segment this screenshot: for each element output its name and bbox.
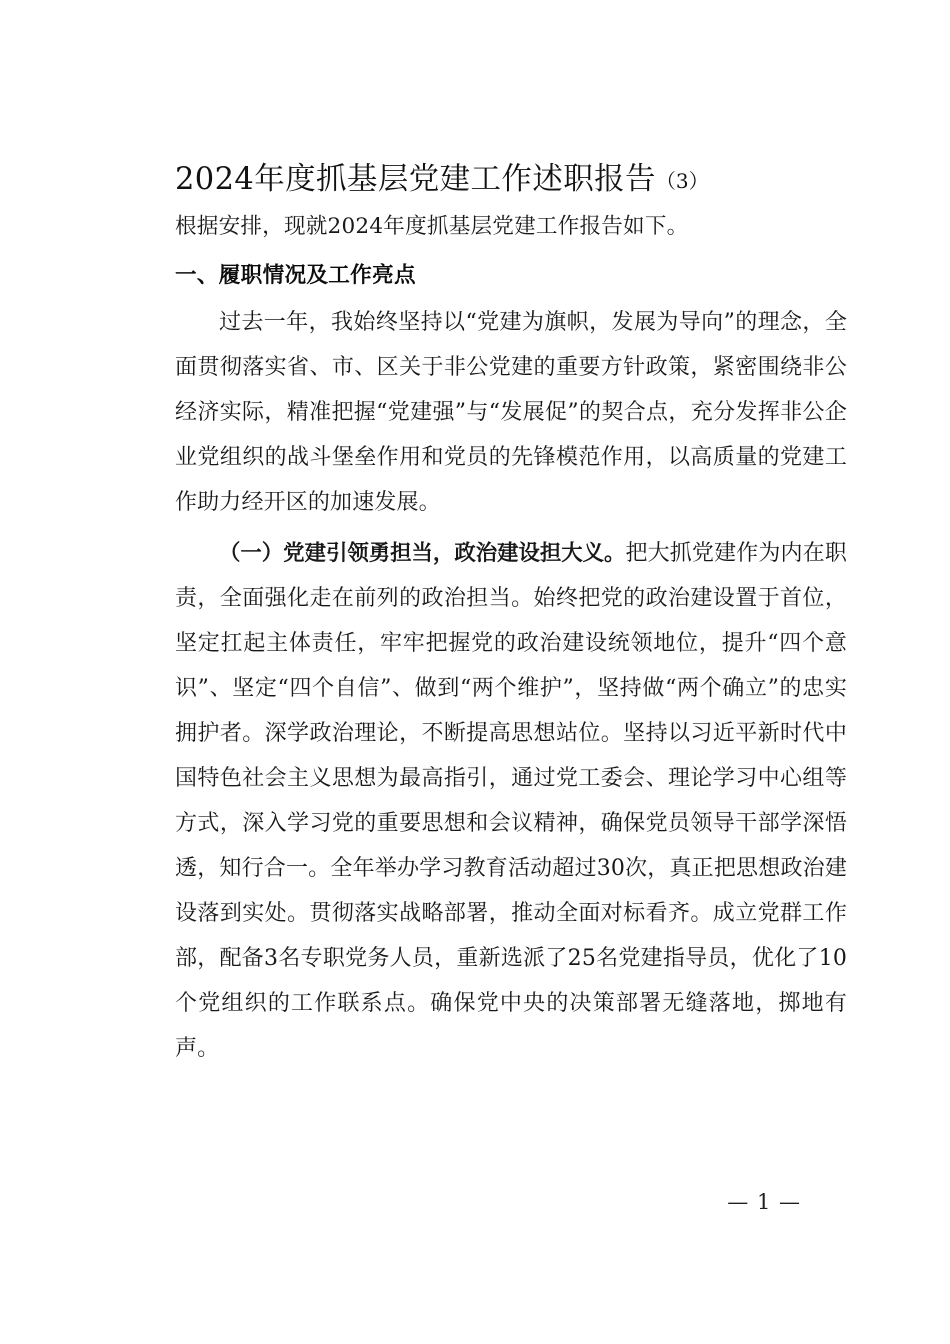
page-number: — 1 — [727, 1190, 801, 1214]
page-title-suffix: （3） [655, 169, 709, 193]
page-title [175, 160, 847, 200]
section-heading-1: 一、履职情况及工作亮点 [175, 263, 416, 289]
body-paragraph-1: 过去一年，我始终坚持以“党建为旗帜，发展为导向”的理念，全面贯彻落实省、市、区关于非公党建的重要方针政策，紧密围绕非公经济实际，精准把握“党建强”与“发展促”的契合点，充分发挥非公企业党组织的战斗堡垒作用和党员的先锋模范作用，以高质量的党建工作助力经开区的加速发展。 [175, 309, 847, 515]
page-title-main: 2024年度抓基层党建工作述职报告 [175, 162, 656, 197]
page-footer [175, 1190, 847, 1214]
subsection-lead-bold: （一）党建引领勇担当，政治建设担大义。 [219, 540, 626, 566]
page-content-area [175, 160, 847, 1071]
body-paragraph-2 [175, 531, 847, 1071]
subsection-body-text: 把大抓党建作为内在职责，全面强化走在前列的政治担当。始终把党的政治建设置于首位，坚定扛起主体责任，牢牢把握党的政治建设统领地位，提升“四个意识”、坚定“四个自信”、做到“两个维护”，坚持做“两个确立”的忠实拥护者。深学政治理论，不断提高思想站位。坚持以习近平新时代中国特色社会主义思想为最高指引，通过党工委会、理论学习中心组等方式，深入学习党的重要思想和会议精神，确保党员领导干部学深悟透，知行合一。全年举办学习教育活动超过30次，真正把思想政治建设落到实处。贯彻落实战略部署，推动全面对标看齐。成立党群工作部，配备3名专职党务人员，重新选派了25名党建指导员，优化了10个党组织的工作联系点。确保党中央的决策部署无缝落地，掷地有声。 [175, 540, 847, 1061]
lead-paragraph: 根据安排，现就2024年度抓基层党建工作报告如下。 [175, 214, 689, 240]
